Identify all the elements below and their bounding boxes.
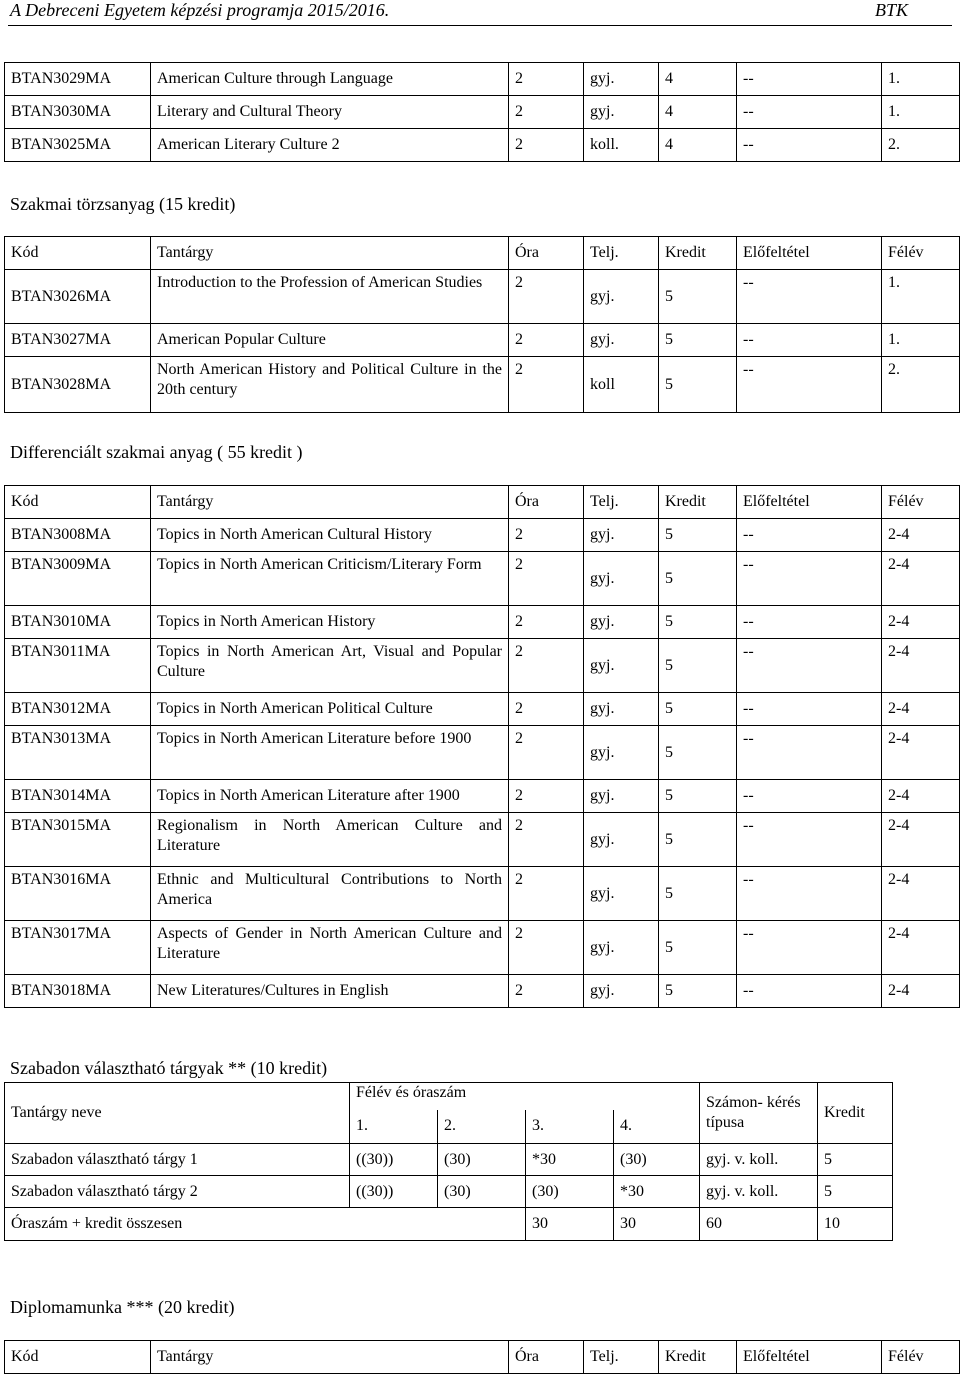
course-title: Ethnic and Multicultural Contributions to North America <box>151 867 509 921</box>
table-header-row <box>5 486 960 519</box>
total-semester-3: 30 <box>526 1208 614 1241</box>
course-code: BTAN3030MA <box>5 96 151 129</box>
header-rule <box>8 25 952 26</box>
semester: 2-4 <box>882 975 960 1008</box>
course-code: BTAN3026MA <box>5 270 151 324</box>
assessment: koll <box>584 357 659 413</box>
exam-type: gyj. v. koll. <box>700 1144 818 1176</box>
header-credit: Kredit <box>659 237 737 270</box>
assessment: koll. <box>584 129 659 162</box>
header-assessment: Telj. <box>584 237 659 270</box>
assessment: gyj. <box>584 639 659 693</box>
prerequisite: -- <box>737 552 882 606</box>
course-title: American Culture through Language <box>151 63 509 96</box>
credit: 5 <box>818 1144 893 1176</box>
table-row <box>5 270 960 324</box>
course-title: Topics in North American Art, Visual and Popular Culture <box>151 639 509 693</box>
course-title: Topics in North American Literature after 1900 <box>151 780 509 813</box>
hours: 2 <box>509 129 584 162</box>
prerequisite: -- <box>737 921 882 975</box>
prerequisite: -- <box>737 693 882 726</box>
credit: 5 <box>659 552 737 606</box>
course-title: Topics in North American Criticism/Literary Form <box>151 552 509 606</box>
assessment: gyj. <box>584 63 659 96</box>
prerequisite: -- <box>737 270 882 324</box>
course-code: BTAN3014MA <box>5 780 151 813</box>
course-title: Regionalism in North American Culture and Literature <box>151 813 509 867</box>
table-row <box>5 324 960 357</box>
prerequisite: -- <box>737 324 882 357</box>
course-title: American Popular Culture <box>151 324 509 357</box>
course-code: BTAN3009MA <box>5 552 151 606</box>
core-section-title: Szakmai törzsanyag (15 kredit) <box>10 194 236 214</box>
credit: 5 <box>659 813 737 867</box>
page-header <box>8 0 952 26</box>
semester: 2-4 <box>882 693 960 726</box>
table-total-row <box>5 1208 893 1241</box>
assessment: gyj. <box>584 867 659 921</box>
hours: 2 <box>509 552 584 606</box>
semester: 2-4 <box>882 921 960 975</box>
table-row <box>5 552 960 606</box>
total-label: Óraszám + kredit összesen <box>5 1208 526 1241</box>
header-semester: Félév <box>882 237 960 270</box>
semester: 2-4 <box>882 867 960 921</box>
prerequisite: -- <box>737 357 882 413</box>
assessment: gyj. <box>584 324 659 357</box>
header-subject-name: Tantárgy neve <box>5 1083 350 1144</box>
credit: 5 <box>818 1176 893 1208</box>
hours: 2 <box>509 324 584 357</box>
header-hours: Óra <box>509 1341 584 1374</box>
course-title: Aspects of Gender in North American Culture and Literature <box>151 921 509 975</box>
prerequisite: -- <box>737 63 882 96</box>
header-code: Kód <box>5 1341 151 1374</box>
header-prerequisite: Előfeltétel <box>737 486 882 519</box>
header-subject: Tantárgy <box>151 1341 509 1374</box>
credit: 4 <box>659 63 737 96</box>
course-table-continued <box>4 62 960 162</box>
course-title: Introduction to the Profession of American Studies <box>151 270 509 324</box>
credit: 5 <box>659 519 737 552</box>
semester: 1. <box>882 63 960 96</box>
total-hours: 60 <box>700 1208 818 1241</box>
hours: 2 <box>509 813 584 867</box>
document-title: A Debreceni Egyetem képzési programja 2015/2016. <box>10 0 390 20</box>
table-row <box>5 519 960 552</box>
prerequisite: -- <box>737 639 882 693</box>
header-credit: Kredit <box>818 1083 893 1144</box>
course-code: BTAN3025MA <box>5 129 151 162</box>
table-row <box>5 780 960 813</box>
prerequisite: -- <box>737 606 882 639</box>
table-row <box>5 129 960 162</box>
credit: 5 <box>659 921 737 975</box>
semester-2-hours: (30) <box>438 1176 526 1208</box>
credit: 5 <box>659 975 737 1008</box>
semester-1-hours: ((30)) <box>350 1144 438 1176</box>
header-semester-1: 1. <box>350 1110 438 1144</box>
hours: 2 <box>509 867 584 921</box>
subject-name: Szabadon választható tárgy 1 <box>5 1144 350 1176</box>
subject-name: Szabadon választható tárgy 2 <box>5 1176 350 1208</box>
semester: 1. <box>882 324 960 357</box>
credit: 5 <box>659 639 737 693</box>
semester-4-hours: *30 <box>614 1176 700 1208</box>
hours: 2 <box>509 357 584 413</box>
semester: 1. <box>882 270 960 324</box>
table-row <box>5 867 960 921</box>
course-title: Topics in North American Political Culture <box>151 693 509 726</box>
prerequisite: -- <box>737 726 882 780</box>
hours: 2 <box>509 921 584 975</box>
table-row <box>5 726 960 780</box>
credit: 5 <box>659 693 737 726</box>
course-title: North American History and Political Culture in the 20th century <box>151 357 509 413</box>
credit: 5 <box>659 324 737 357</box>
semester: 2-4 <box>882 552 960 606</box>
credit: 4 <box>659 129 737 162</box>
table-row <box>5 639 960 693</box>
table-row <box>5 1176 893 1208</box>
table-row <box>5 693 960 726</box>
course-title: New Literatures/Cultures in English <box>151 975 509 1008</box>
course-code: BTAN3015MA <box>5 813 151 867</box>
total-credit: 10 <box>818 1208 893 1241</box>
assessment: gyj. <box>584 975 659 1008</box>
semester-2-hours: (30) <box>438 1144 526 1176</box>
credit: 5 <box>659 606 737 639</box>
hours: 2 <box>509 96 584 129</box>
header-subject: Tantárgy <box>151 486 509 519</box>
header-code: Kód <box>5 237 151 270</box>
course-title: Topics in North American Cultural History <box>151 519 509 552</box>
hours: 2 <box>509 519 584 552</box>
table-row <box>5 96 960 129</box>
assessment: gyj. <box>584 552 659 606</box>
header-prerequisite: Előfeltétel <box>737 1341 882 1374</box>
course-code: BTAN3016MA <box>5 867 151 921</box>
course-code: BTAN3011MA <box>5 639 151 693</box>
semester: 2-4 <box>882 813 960 867</box>
semester: 2-4 <box>882 780 960 813</box>
course-title: Topics in North American Literature before 1900 <box>151 726 509 780</box>
table-row <box>5 63 960 96</box>
table-row <box>5 606 960 639</box>
elective-section-title: Szabadon választható tárgyak ** (10 kredit) <box>10 1058 328 1078</box>
course-code: BTAN3013MA <box>5 726 151 780</box>
assessment: gyj. <box>584 780 659 813</box>
assessment: gyj. <box>584 813 659 867</box>
header-semester-2: 2. <box>438 1110 526 1144</box>
semester-3-hours: *30 <box>526 1144 614 1176</box>
prerequisite: -- <box>737 780 882 813</box>
hours: 2 <box>509 270 584 324</box>
header-exam-type: Számon- kérés típusa <box>700 1083 818 1144</box>
prerequisite: -- <box>737 129 882 162</box>
core-course-table <box>4 236 960 413</box>
course-code: BTAN3029MA <box>5 63 151 96</box>
course-code: BTAN3012MA <box>5 693 151 726</box>
hours: 2 <box>509 63 584 96</box>
header-semester: Félév <box>882 486 960 519</box>
header-code: Kód <box>5 486 151 519</box>
assessment: gyj. <box>584 270 659 324</box>
assessment: gyj. <box>584 606 659 639</box>
differentiated-section-title: Differenciált szakmai anyag ( 55 kredit ) <box>10 442 303 462</box>
credit: 5 <box>659 780 737 813</box>
hours: 2 <box>509 693 584 726</box>
semester-4-hours: (30) <box>614 1144 700 1176</box>
course-code: BTAN3027MA <box>5 324 151 357</box>
semester: 2-4 <box>882 726 960 780</box>
faculty-code: BTK <box>874 0 908 20</box>
table-header-row <box>5 1083 893 1110</box>
course-code: BTAN3028MA <box>5 357 151 413</box>
hours: 2 <box>509 606 584 639</box>
total-semester-4: 30 <box>614 1208 700 1241</box>
table-row <box>5 921 960 975</box>
semester-3-hours: (30) <box>526 1176 614 1208</box>
semester: 2-4 <box>882 606 960 639</box>
table-row <box>5 1144 893 1176</box>
credit: 5 <box>659 270 737 324</box>
header-semester-3: 3. <box>526 1110 614 1144</box>
header-hours: Óra <box>509 237 584 270</box>
differentiated-course-table <box>4 485 960 1008</box>
course-code: BTAN3008MA <box>5 519 151 552</box>
thesis-table <box>4 1340 960 1374</box>
header-assessment: Telj. <box>584 1341 659 1374</box>
prerequisite: -- <box>737 813 882 867</box>
hours: 2 <box>509 726 584 780</box>
prerequisite: -- <box>737 519 882 552</box>
credit: 4 <box>659 96 737 129</box>
course-title: American Literary Culture 2 <box>151 129 509 162</box>
course-code: BTAN3018MA <box>5 975 151 1008</box>
table-header-row <box>5 1341 960 1374</box>
course-code: BTAN3017MA <box>5 921 151 975</box>
hours: 2 <box>509 639 584 693</box>
exam-type: gyj. v. koll. <box>700 1176 818 1208</box>
header-semester-4: 4. <box>614 1110 700 1144</box>
prerequisite: -- <box>737 96 882 129</box>
header-credit: Kredit <box>659 1341 737 1374</box>
table-row <box>5 813 960 867</box>
semester: 2-4 <box>882 519 960 552</box>
table-row <box>5 357 960 413</box>
course-title: Topics in North American History <box>151 606 509 639</box>
credit: 5 <box>659 726 737 780</box>
course-code: BTAN3010MA <box>5 606 151 639</box>
assessment: gyj. <box>584 693 659 726</box>
elective-table <box>4 1082 893 1241</box>
semester: 1. <box>882 96 960 129</box>
semester: 2. <box>882 357 960 413</box>
assessment: gyj. <box>584 519 659 552</box>
credit: 5 <box>659 867 737 921</box>
prerequisite: -- <box>737 975 882 1008</box>
header-hours: Óra <box>509 486 584 519</box>
semester: 2-4 <box>882 639 960 693</box>
hours: 2 <box>509 975 584 1008</box>
header-prerequisite: Előfeltétel <box>737 237 882 270</box>
header-assessment: Telj. <box>584 486 659 519</box>
table-row <box>5 975 960 1008</box>
assessment: gyj. <box>584 726 659 780</box>
credit: 5 <box>659 357 737 413</box>
hours: 2 <box>509 780 584 813</box>
semester: 2. <box>882 129 960 162</box>
thesis-section-title: Diplomamunka *** (20 kredit) <box>10 1297 235 1317</box>
header-semester: Félév <box>882 1341 960 1374</box>
header-subject: Tantárgy <box>151 237 509 270</box>
prerequisite: -- <box>737 867 882 921</box>
course-title: Literary and Cultural Theory <box>151 96 509 129</box>
header-semester-hours: Félév és óraszám <box>350 1083 700 1110</box>
semester-1-hours: ((30)) <box>350 1176 438 1208</box>
assessment: gyj. <box>584 921 659 975</box>
table-header-row <box>5 237 960 270</box>
assessment: gyj. <box>584 96 659 129</box>
header-credit: Kredit <box>659 486 737 519</box>
